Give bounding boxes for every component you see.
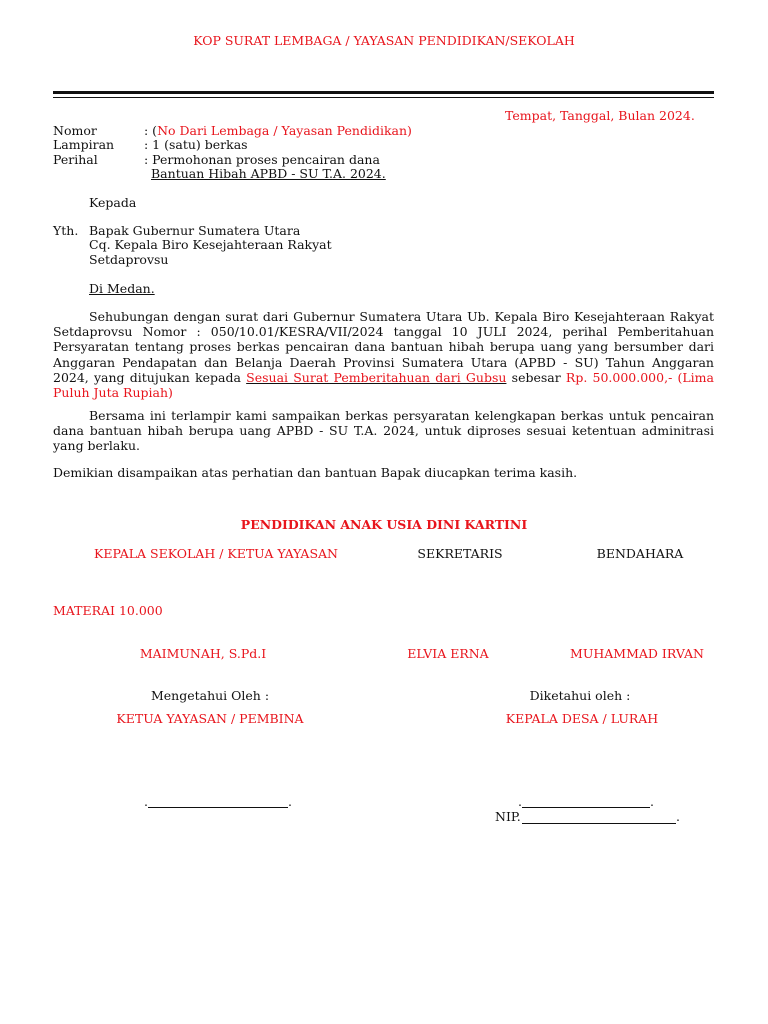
- p1-red-recipient: Sesuai Surat Pemberitahuan dari Gubsu: [246, 369, 507, 385]
- diketahui-label: Diketahui oleh :: [529, 688, 631, 703]
- name-sekretaris: ELVIA ERNA: [407, 646, 489, 661]
- role-ketua-yayasan: KETUA YAYASAN / PEMBINA: [116, 711, 304, 726]
- signature-line-left: [148, 807, 288, 808]
- yth-label: Yth.: [53, 223, 79, 238]
- nomor-value: [144, 123, 412, 138]
- role-kepala-sekolah: KEPALA SEKOLAH / KETUA YAYASAN: [94, 546, 338, 561]
- name-kepala-sekolah: MAIMUNAH, S.Pd.I: [139, 646, 267, 661]
- lampiran-label: Lampiran: [53, 137, 115, 152]
- mengetahui-label: Mengetahui Oleh :: [150, 688, 270, 703]
- letterhead-title: KOP SURAT LEMBAGA / YAYASAN PENDIDIKAN/SEKOLAH: [193, 33, 575, 48]
- recipient-line2: Cq. Kepala Biro Kesejahteraan Rakyat: [89, 237, 332, 252]
- letterhead-rule-thin: [53, 97, 714, 98]
- materai-label: MATERAI 10.000: [53, 603, 163, 618]
- p1-red-amount: Rp. 50.000.000,- (Lima Puluh Juta Rupiah): [53, 369, 714, 401]
- nip-label: NIP.: [495, 809, 521, 824]
- signature-line-right: [522, 807, 650, 808]
- recipient-location: Di Medan.: [89, 281, 155, 296]
- p1-text-a: Sehubungan dengan surat dari Gubernur Sumatera Utara Ub. Kepala Biro Kesejahteraan Rakyat Setdaprovsu Nomor : 050/10.01/KESRA/VII/2024 tanggal 10 JULI 2024, perihal Pemberitahuan Persyaratan tentang proses berkas pencairan dana bantuan hibah berupa uang yang bersumber dari Anggaran Pendapatan dan Belanja Daerah Provinsi Sumatera Utara (APBD - SU) Tahun Anggaran 2024, yang ditujukan kepada: [53, 309, 714, 385]
- perihal-label: Perihal: [53, 152, 98, 167]
- body-paragraph-2: Bersama ini terlampir kami sampaikan berkas persyaratan kelengkapan berkas untuk pencairan dana bantuan hibah berupa uang APBD - SU T.A. 2024, untuk diproses sesuai ketentuan adminitrasi yang berlaku.: [53, 408, 714, 454]
- perihal-value-line2: Bantuan Hibah APBD - SU T.A. 2024.: [151, 166, 386, 181]
- role-sekretaris: SEKRETARIS: [417, 546, 503, 561]
- nomor-text: No Dari Lembaga / Yayasan Pendidikan): [157, 123, 412, 138]
- role-bendahara: BENDAHARA: [596, 546, 684, 561]
- recipient-line1: Bapak Gubernur Sumatera Utara: [89, 223, 301, 238]
- nomor-label: Nomor: [53, 123, 97, 138]
- sign-dot-left-end: .: [288, 794, 292, 809]
- name-bendahara: MUHAMMAD IRVAN: [570, 646, 704, 661]
- nip-line: [522, 823, 676, 824]
- recipient-line3: Setdaprovsu: [89, 252, 169, 267]
- kepada-label: Kepada: [89, 195, 137, 210]
- place-date: Tempat, Tanggal, Bulan 2024.: [505, 108, 695, 123]
- body-paragraph-3: Demikian disampaikan atas perhatian dan bantuan Bapak diucapkan terima kasih.: [53, 465, 578, 480]
- institution-name: PENDIDIKAN ANAK USIA DINI KARTINI: [240, 517, 528, 532]
- sign-dot-right-end: .: [650, 794, 654, 809]
- sign-dot-left-start: .: [144, 794, 148, 809]
- sign-dot-right-start: .: [518, 794, 522, 809]
- nomor-colon: : (: [144, 123, 158, 138]
- perihal-value: : Permohonan proses pencairan dana: [144, 152, 380, 167]
- role-kepala-desa: KEPALA DESA / LURAH: [505, 711, 659, 726]
- letterhead-rule-thick: [53, 91, 714, 94]
- p1-text-b: sebesar: [506, 369, 566, 385]
- body-paragraph-1: [53, 309, 714, 400]
- lampiran-value: : 1 (satu) berkas: [144, 137, 248, 152]
- nip-dot-end: .: [676, 809, 680, 824]
